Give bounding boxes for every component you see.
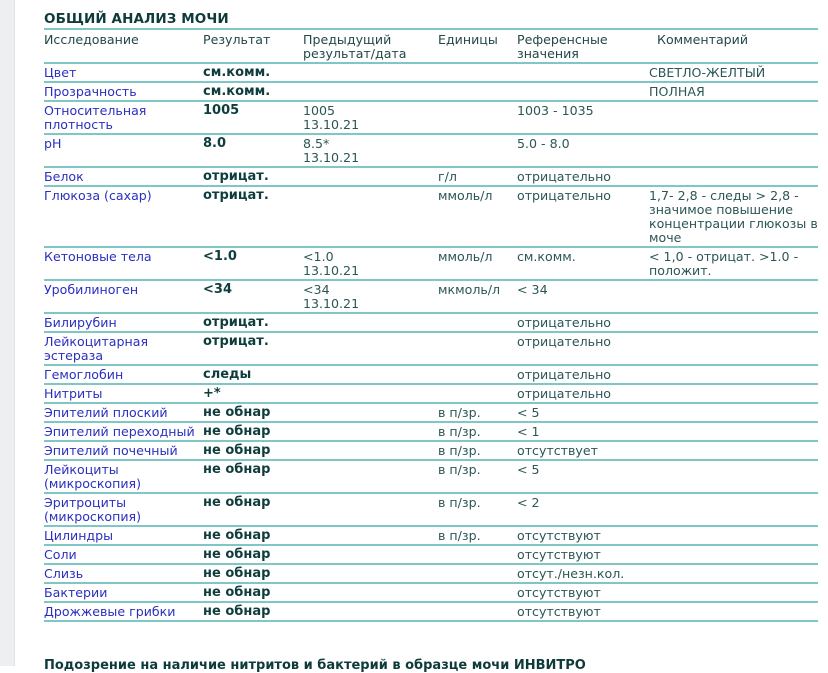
table-row	[44, 526, 818, 545]
header-units: Единицы	[438, 29, 517, 63]
test-name: Дрожжевые грибки	[44, 602, 203, 621]
test-name: Нитриты	[44, 384, 203, 403]
comment	[649, 422, 818, 441]
units: мкмоль/л	[438, 280, 517, 313]
previous-result: <34 13.10.21	[303, 280, 438, 313]
table-row	[44, 82, 818, 101]
result-value: не обнар	[203, 441, 303, 460]
result-value: не обнар	[203, 564, 303, 583]
reference-range: отрицательно	[517, 167, 649, 186]
previous-result	[303, 441, 438, 460]
units: ммоль/л	[438, 247, 517, 280]
result-value: +*	[203, 384, 303, 403]
result-value: см.комм.	[203, 63, 303, 82]
comment	[649, 545, 818, 564]
units: в п/зр.	[438, 441, 517, 460]
comment	[649, 365, 818, 384]
units	[438, 545, 517, 564]
report-title: ОБЩИЙ АНАЛИЗ МОЧИ	[44, 11, 229, 27]
test-name: Билирубин	[44, 313, 203, 332]
reference-range: < 1	[517, 422, 649, 441]
reference-range: отсутствуют	[517, 545, 649, 564]
reference-range	[517, 82, 649, 101]
result-value: <34	[203, 280, 303, 313]
result-value: отрицат.	[203, 313, 303, 332]
previous-result	[303, 82, 438, 101]
test-name: Лейкоциты (микроскопия)	[44, 460, 203, 493]
reference-range: < 5	[517, 403, 649, 422]
test-name: pH	[44, 134, 203, 167]
result-value: <1.0	[203, 247, 303, 280]
table-row	[44, 313, 818, 332]
units	[438, 82, 517, 101]
reference-range: отрицательно	[517, 332, 649, 365]
result-value: не обнар	[203, 583, 303, 602]
comment	[649, 583, 818, 602]
results-table	[44, 28, 818, 622]
previous-result: 1005 13.10.21	[303, 101, 438, 134]
reference-range: отсутствуют	[517, 526, 649, 545]
table-row	[44, 493, 818, 526]
reference-range: 5.0 - 8.0	[517, 134, 649, 167]
table-row	[44, 602, 818, 621]
previous-result	[303, 186, 438, 247]
reference-range: отсутствуют	[517, 602, 649, 621]
comment	[649, 441, 818, 460]
previous-result	[303, 332, 438, 365]
results-body	[44, 63, 818, 621]
units: в п/зр.	[438, 493, 517, 526]
comment: СВЕТЛО-ЖЕЛТЫЙ	[649, 63, 818, 82]
units	[438, 384, 517, 403]
test-name: Слизь	[44, 564, 203, 583]
result-value: не обнар	[203, 545, 303, 564]
comment	[649, 332, 818, 365]
reference-range: отсутствуют	[517, 583, 649, 602]
result-value: не обнар	[203, 403, 303, 422]
previous-result	[303, 167, 438, 186]
comment	[649, 167, 818, 186]
test-name: Эпителий почечный	[44, 441, 203, 460]
units	[438, 564, 517, 583]
header-result: Результат	[203, 29, 303, 63]
test-name: Соли	[44, 545, 203, 564]
units	[438, 583, 517, 602]
result-value: см.комм.	[203, 82, 303, 101]
comment: < 1,0 - отрицат. >1.0 - положит.	[649, 247, 818, 280]
viewer-left-margin	[0, 0, 15, 666]
test-name: Лейкоцитарная эстераза	[44, 332, 203, 365]
result-value: не обнар	[203, 526, 303, 545]
test-name: Относительная плотность	[44, 101, 203, 134]
units	[438, 313, 517, 332]
units: в п/зр.	[438, 526, 517, 545]
units: ммоль/л	[438, 186, 517, 247]
units	[438, 602, 517, 621]
test-name: Прозрачность	[44, 82, 203, 101]
comment: 1,7- 2,8 - следы > 2,8 - значимое повышение концентрации глюкозы в моче	[649, 188, 818, 245]
comment	[649, 493, 818, 526]
table-row	[44, 167, 818, 186]
result-value: отрицат.	[203, 167, 303, 186]
comment	[649, 526, 818, 545]
result-value: не обнар	[203, 602, 303, 621]
result-value: следы	[203, 365, 303, 384]
previous-result	[303, 602, 438, 621]
table-row	[44, 247, 818, 280]
result-value: не обнар	[203, 460, 303, 493]
table-header-row	[44, 29, 818, 63]
comment	[649, 384, 818, 403]
units: в п/зр.	[438, 403, 517, 422]
units	[438, 63, 517, 82]
previous-result	[303, 564, 438, 583]
table-row	[44, 441, 818, 460]
table-row	[44, 403, 818, 422]
test-name: Эпителий переходный	[44, 422, 203, 441]
table-row	[44, 332, 818, 365]
comment	[649, 280, 818, 313]
comment	[649, 460, 818, 493]
result-value: 8.0	[203, 134, 303, 167]
previous-result	[303, 313, 438, 332]
reference-range: отсут./незн.кол.	[517, 564, 649, 583]
units: в п/зр.	[438, 460, 517, 493]
header-reference: Референсные значения	[517, 29, 649, 63]
reference-range: < 34	[517, 280, 649, 313]
test-name: Эритроциты (микроскопия)	[44, 493, 203, 526]
table-row	[44, 63, 818, 82]
units	[438, 101, 517, 134]
test-name: Бактерии	[44, 583, 203, 602]
test-name: Гемоглобин	[44, 365, 203, 384]
reference-range: см.комм.	[517, 247, 649, 280]
reference-range: отрицательно	[517, 365, 649, 384]
reference-range: 1003 - 1035	[517, 101, 649, 134]
test-name: Белок	[44, 167, 203, 186]
table-row	[44, 583, 818, 602]
comment	[649, 313, 818, 332]
footer-note-partial: Подозрение на наличие нитритов и бактерий в образце мочи ИНВИТРО	[44, 658, 586, 673]
result-value: отрицат.	[203, 186, 303, 247]
urinalysis-report	[44, 10, 818, 622]
test-name: Глюкоза (сахар)	[44, 186, 203, 247]
result-value: не обнар	[203, 422, 303, 441]
reference-range: отрицательно	[517, 186, 649, 247]
previous-result	[303, 365, 438, 384]
comment	[649, 403, 818, 422]
table-row	[44, 384, 818, 403]
header-test: Исследование	[44, 29, 203, 63]
comment	[649, 101, 818, 134]
previous-result: 8.5* 13.10.21	[303, 134, 438, 167]
table-row	[44, 280, 818, 313]
result-value: 1005	[203, 101, 303, 134]
table-row	[44, 186, 818, 247]
table-row	[44, 134, 818, 167]
table-row	[44, 365, 818, 384]
previous-result	[303, 460, 438, 493]
units	[438, 332, 517, 365]
table-row	[44, 460, 818, 493]
units: в п/зр.	[438, 422, 517, 441]
table-row	[44, 422, 818, 441]
previous-result: <1.0 13.10.21	[303, 247, 438, 280]
units	[438, 365, 517, 384]
table-row	[44, 101, 818, 134]
header-previous: Предыдущий результат/дата	[303, 29, 438, 63]
comment: ПОЛНАЯ	[649, 82, 818, 101]
result-value: не обнар	[203, 493, 303, 526]
units	[438, 134, 517, 167]
previous-result	[303, 403, 438, 422]
previous-result	[303, 526, 438, 545]
test-name: Цилиндры	[44, 526, 203, 545]
reference-range	[517, 63, 649, 82]
test-name: Кетоновые тела	[44, 247, 203, 280]
comment	[649, 564, 818, 583]
previous-result	[303, 63, 438, 82]
comment	[649, 602, 818, 621]
header-comment: Комментарий	[649, 29, 818, 63]
reference-range: отрицательно	[517, 313, 649, 332]
test-name: Уробилиноген	[44, 280, 203, 313]
reference-range: < 2	[517, 493, 649, 526]
result-value: отрицат.	[203, 332, 303, 365]
previous-result	[303, 583, 438, 602]
previous-result	[303, 422, 438, 441]
reference-range: отсутствует	[517, 441, 649, 460]
previous-result	[303, 545, 438, 564]
table-row	[44, 564, 818, 583]
reference-range: < 5	[517, 460, 649, 493]
test-name: Цвет	[44, 63, 203, 82]
table-row	[44, 545, 818, 564]
comment	[649, 134, 818, 167]
reference-range: отрицательно	[517, 384, 649, 403]
previous-result	[303, 384, 438, 403]
test-name: Эпителий плоский	[44, 403, 203, 422]
previous-result	[303, 493, 438, 526]
units: г/л	[438, 167, 517, 186]
